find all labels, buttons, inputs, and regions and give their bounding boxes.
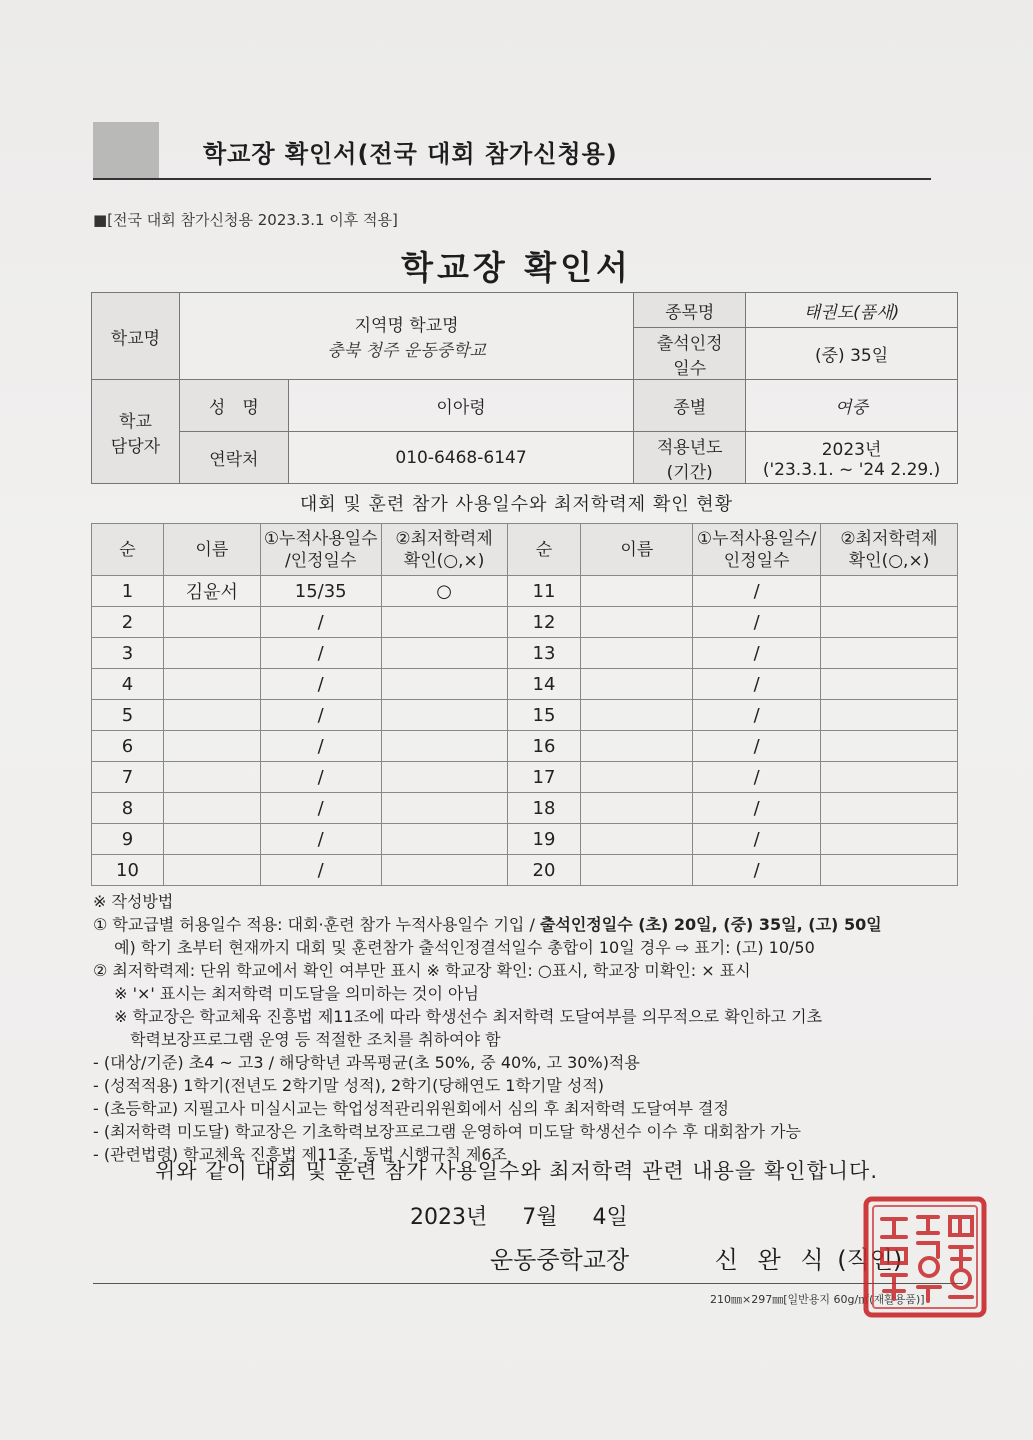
header-name-right: 이름 <box>581 524 693 576</box>
cell-left-check <box>381 855 507 886</box>
cell-right-days: / <box>693 762 821 793</box>
cell-right-no: 16 <box>507 731 581 762</box>
event-value: 태권도(품새) <box>746 293 958 328</box>
cell-left-name <box>163 700 260 731</box>
header-no-right: 순 <box>507 524 581 576</box>
cell-left-days: / <box>260 762 381 793</box>
cell-right-no: 13 <box>507 638 581 669</box>
instructions <box>93 890 963 1166</box>
cell-left-no: 5 <box>92 700 164 731</box>
cell-left-check <box>381 669 507 700</box>
main-title: 학교장 확인서 <box>401 248 632 287</box>
notes-heading: ※ 작성방법 <box>93 892 174 911</box>
cell-left-name <box>163 731 260 762</box>
table-row <box>92 607 958 638</box>
note-2-b: ※ 학교장은 학교체육 진흥법 제11조에 따라 학생선수 최저학력 도달여부를 의무적으로 확인하고 기초 <box>93 1007 823 1026</box>
signer-title: 운동중학교장 <box>490 1246 630 1274</box>
cell-right-check <box>821 731 958 762</box>
header-check-left-1: ②최저학력제 <box>395 528 493 549</box>
cell-left-days: / <box>260 824 381 855</box>
header-no-left: 순 <box>92 524 164 576</box>
paper-spec-footnote: 210㎜×297㎜[일반용지 60g/㎡(재활용품)] <box>710 1293 925 1306</box>
cell-right-days: / <box>693 576 821 607</box>
manager-label-1: 학교 <box>119 411 152 432</box>
note-1 <box>93 913 963 936</box>
table-row <box>92 576 958 607</box>
header-check-left <box>381 524 507 576</box>
section-title: 대회 및 훈련 참가 사용일수와 최저학력제 확인 현황 <box>299 494 734 515</box>
cell-right-days: / <box>693 638 821 669</box>
detail-4: - (최저학력 미도달) 학교장은 기초학력보장프로그램 운영하여 미도달 학생선수 이수 후 대회참가 가능 <box>93 1122 801 1141</box>
cell-left-name <box>163 669 260 700</box>
school-label: 학교명 <box>92 293 180 380</box>
participant-table <box>91 523 958 886</box>
header-days-right-1: ①누적사용일수/ <box>696 528 817 549</box>
cell-right-name <box>581 669 693 700</box>
cell-right-days: / <box>693 669 821 700</box>
cell-right-no: 20 <box>507 855 581 886</box>
cell-left-name <box>163 855 260 886</box>
bottom-rule <box>93 1283 963 1284</box>
year-label-1: 적용년도 <box>656 437 723 458</box>
header-check-right-2: 확인(○,×) <box>848 550 930 571</box>
cell-left-check <box>381 607 507 638</box>
note-2-a: ※ '×' 표시는 최저학력 미도달을 의미하는 것이 아님 <box>93 984 479 1003</box>
table-row <box>92 824 958 855</box>
cell-left-check <box>381 762 507 793</box>
cell-left-check <box>381 824 507 855</box>
cell-right-no: 14 <box>507 669 581 700</box>
cell-right-check <box>821 638 958 669</box>
gender-label: 종별 <box>634 380 746 432</box>
header-days-left-1: ①누적사용일수 <box>263 528 378 549</box>
cell-left-name: 김윤서 <box>163 576 260 607</box>
table-row <box>92 669 958 700</box>
cell-right-check <box>821 855 958 886</box>
table-row <box>92 793 958 824</box>
cell-left-no: 3 <box>92 638 164 669</box>
attend-label-2: 일수 <box>673 358 707 379</box>
cell-right-name <box>581 700 693 731</box>
cell-right-days: / <box>693 607 821 638</box>
cell-right-check <box>821 700 958 731</box>
header-check-right <box>821 524 958 576</box>
cell-right-days: / <box>693 855 821 886</box>
cell-left-days: / <box>260 607 381 638</box>
note-1-text: ① 학교급별 허용일수 적용: 대회·훈련 참가 누적사용일수 기입 / <box>93 915 540 934</box>
official-seal-icon <box>862 1195 988 1319</box>
header-title: 학교장 확인서(전국 대회 참가신청용) <box>203 140 618 168</box>
cell-left-no: 6 <box>92 731 164 762</box>
header-gray-block <box>93 122 159 178</box>
applicability-note: ■[전국 대회 참가신청용 2023.3.1 이후 적용] <box>93 211 398 229</box>
cell-left-days: 15/35 <box>260 576 381 607</box>
table-row <box>92 855 958 886</box>
manager-name: 이아령 <box>288 380 634 432</box>
gender-value: 여중 <box>746 380 958 432</box>
header-days-left <box>260 524 381 576</box>
header-days-left-2: /인정일수 <box>284 550 357 571</box>
detail-2: - (성적적용) 1학기(전년도 2학기말 성적), 2학기(당해연도 1학기말 성적) <box>93 1076 605 1095</box>
school-sub: 지역명 학교명 <box>354 316 459 336</box>
cell-right-no: 18 <box>507 793 581 824</box>
note-1-bold: 출석인정일수 (초) 20일, (중) 35일, (고) 50일 <box>539 915 882 934</box>
event-label: 종목명 <box>634 293 746 328</box>
cell-right-no: 19 <box>507 824 581 855</box>
cell-right-name <box>581 607 693 638</box>
cell-left-no: 9 <box>92 824 164 855</box>
cell-right-no: 11 <box>507 576 581 607</box>
cell-right-days: / <box>693 700 821 731</box>
year-value-2: ('23.3.1. ~ '24 2.29.) <box>762 460 941 480</box>
name-label: 성 명 <box>179 380 288 432</box>
participant-rows <box>92 576 958 886</box>
cell-left-name <box>163 638 260 669</box>
cell-left-name <box>163 762 260 793</box>
table-row <box>92 700 958 731</box>
date-month: 7월 <box>522 1205 558 1230</box>
year-label-2: (기간) <box>666 462 713 483</box>
table-row <box>92 638 958 669</box>
cell-left-no: 8 <box>92 793 164 824</box>
confirmation-statement: 위와 같이 대회 및 훈련 참가 사용일수와 최저학력 관련 내용을 확인합니다. <box>154 1159 878 1183</box>
header-bar <box>93 122 931 180</box>
cell-right-check <box>821 793 958 824</box>
contact-label: 연락처 <box>179 432 288 484</box>
manager-label-2: 담당자 <box>110 436 161 457</box>
cell-right-no: 12 <box>507 607 581 638</box>
cell-left-no: 10 <box>92 855 164 886</box>
cell-right-name <box>581 731 693 762</box>
cell-left-days: / <box>260 638 381 669</box>
cell-right-days: / <box>693 731 821 762</box>
cell-left-check <box>381 638 507 669</box>
detail-3: - (초등학교) 지필고사 미실시교는 학업성적관리위원회에서 심의 후 최저학력 도달여부 결정 <box>93 1099 729 1118</box>
cell-left-name <box>163 793 260 824</box>
cell-left-check <box>381 793 507 824</box>
cell-right-name <box>581 855 693 886</box>
cell-right-check <box>821 669 958 700</box>
cell-right-days: / <box>693 824 821 855</box>
header-days-right <box>693 524 821 576</box>
cell-right-days: / <box>693 793 821 824</box>
table-row <box>92 762 958 793</box>
cell-left-days: / <box>260 793 381 824</box>
cell-right-no: 17 <box>507 762 581 793</box>
attend-label <box>634 328 746 380</box>
school-cell <box>179 293 633 380</box>
cell-left-no: 7 <box>92 762 164 793</box>
date-day: 4일 <box>592 1205 628 1230</box>
detail-5: - (관련법령) 학교체육 진흥법 제11조, 동법 시행규칙 제6조 <box>93 1145 508 1164</box>
cell-left-days: / <box>260 669 381 700</box>
school-value: 충북 청주 운동중학교 <box>327 341 486 361</box>
contact-value: 010-6468-6147 <box>288 432 634 484</box>
year-value <box>746 432 958 484</box>
cell-right-name <box>581 793 693 824</box>
cell-left-days: / <box>260 700 381 731</box>
note-1-example: 예) 학기 초부터 현재까지 대회 및 훈련참가 출석인정결석일수 총합이 10일 경우 ⇨ 표기: (고) 10/50 <box>93 938 815 957</box>
year-label <box>634 432 746 484</box>
cell-left-check <box>381 731 507 762</box>
cell-right-name <box>581 576 693 607</box>
cell-right-check <box>821 762 958 793</box>
detail-1: - (대상/기준) 초4 ~ 고3 / 해당학년 과목평균(초 50%, 중 40%, 고 30%)적용 <box>93 1053 640 1072</box>
cell-left-days: / <box>260 731 381 762</box>
header-days-right-2: 인정일수 <box>723 550 790 571</box>
cell-left-no: 4 <box>92 669 164 700</box>
cell-left-no: 2 <box>92 607 164 638</box>
cell-left-check: ○ <box>381 576 507 607</box>
year-value-1: 2023년 <box>821 440 882 460</box>
signer <box>490 1240 902 1275</box>
issue-date <box>410 1200 656 1231</box>
cell-right-check <box>821 824 958 855</box>
header-name-left: 이름 <box>163 524 260 576</box>
attend-label-1: 출석인정 <box>656 333 723 354</box>
note-2-c: 학력보장프로그램 운영 등 적절한 조치를 취하여야 함 <box>93 1030 501 1049</box>
date-year: 2023년 <box>410 1205 488 1230</box>
cell-right-name <box>581 638 693 669</box>
cell-left-name <box>163 607 260 638</box>
cell-right-no: 15 <box>507 700 581 731</box>
header-check-left-2: 확인(○,×) <box>403 550 485 571</box>
attend-value: (중) 35일 <box>746 328 958 380</box>
cell-left-no: 1 <box>92 576 164 607</box>
cell-left-check <box>381 700 507 731</box>
cell-right-check <box>821 607 958 638</box>
header-check-right-1: ②최저학력제 <box>840 528 938 549</box>
manager-label <box>92 380 180 484</box>
cell-right-name <box>581 762 693 793</box>
info-table <box>91 292 958 484</box>
note-2: ② 최저학력제: 단위 학교에서 확인 여부만 표시 ※ 학교장 확인: ○표시, 학교장 미확인: × 표시 <box>93 961 751 980</box>
cell-left-name <box>163 824 260 855</box>
signer-name: 신 완 식 <box>714 1246 830 1274</box>
cell-right-name <box>581 824 693 855</box>
cell-left-days: / <box>260 855 381 886</box>
seal-note: (직인) <box>837 1246 903 1274</box>
cell-right-check <box>821 576 958 607</box>
table-row <box>92 731 958 762</box>
